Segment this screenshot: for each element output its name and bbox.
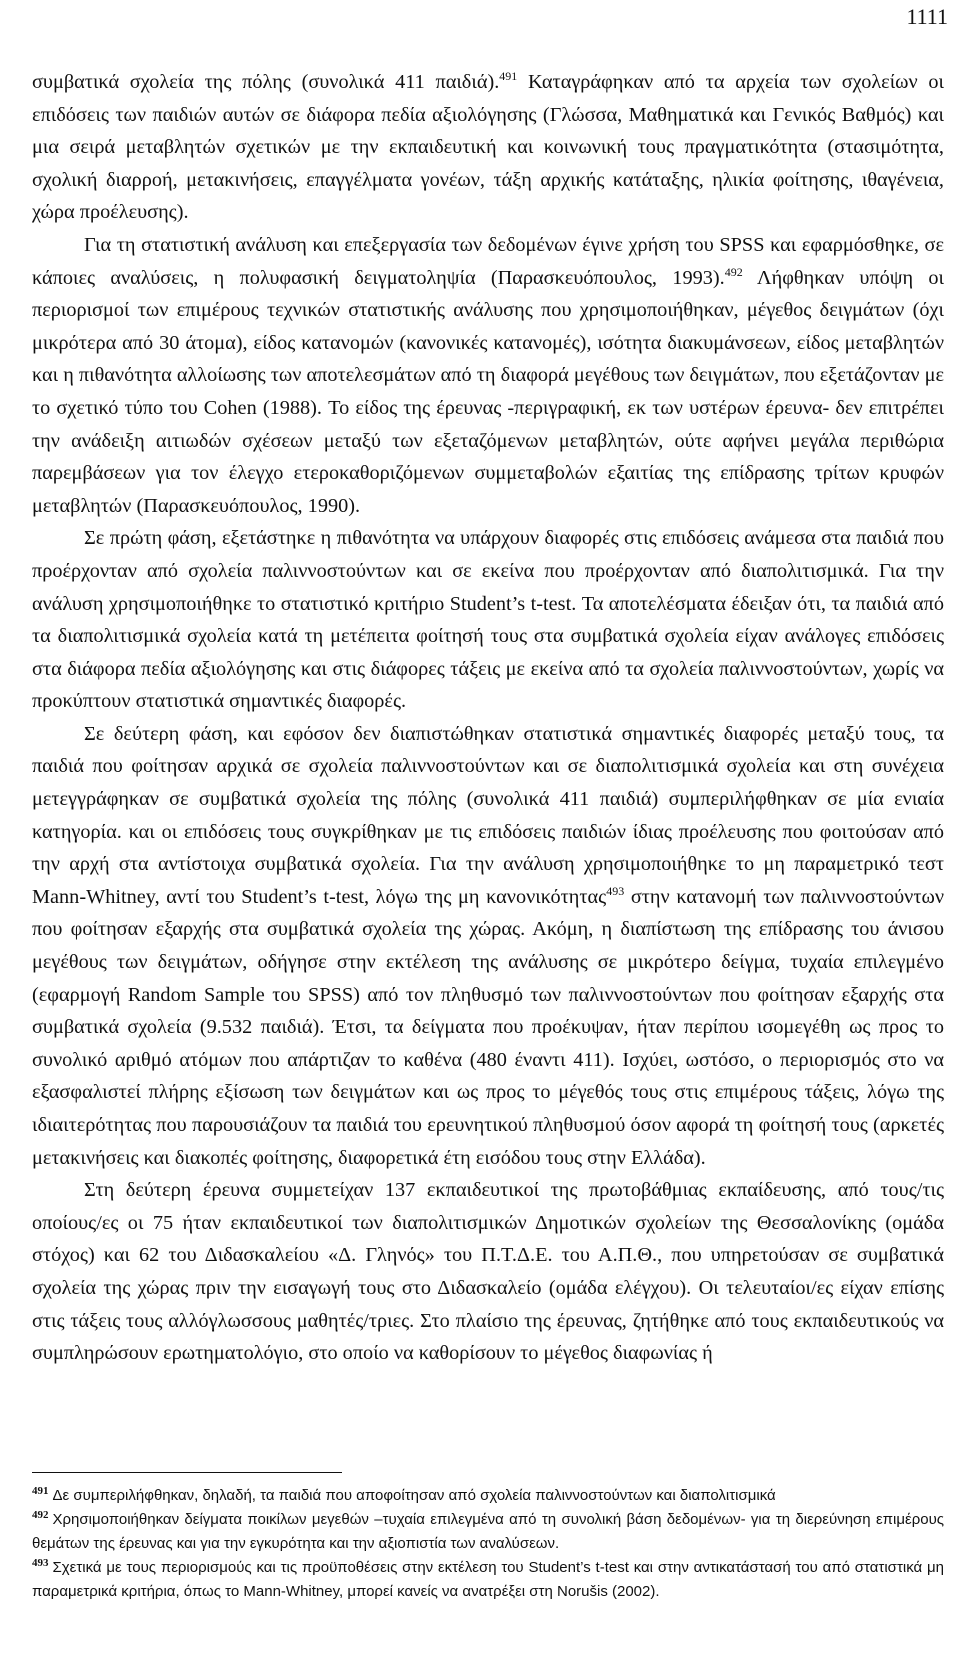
footnote-492 <box>32 1508 944 1556</box>
footnote-text: Δε συμπεριλήφθηκαν, δηλαδή, τα παιδιά που αποφοίτησαν από σχολεία παλιννοστούντων και διαπολιτισμικά <box>52 1487 776 1504</box>
page-number: 1111 <box>906 4 948 29</box>
footnote-number: 491 <box>32 1485 49 1497</box>
paragraph-1: συμβατικά σχολεία της πόλης (συνολικά 411 παιδιά).$^{491}$ Καταγράφηκαν από τα αρχεία των σχολείων οι επιδόσεις των παιδιών αυτών σε διάφορα πεδία αξιολόγησης (Γλώσσα, Μαθηματικά και Γενικός Βαθμός) και μια σειρά μεταβλητών σχετικών με την εκπαιδευτική και κοινωνική τους πραγματικότητα (στασιμότητα, σχολική διαρροή, μετακινήσεις, επαγγέλματα γονέων, τάξη αρχικής κατάταξης, ηλικία φοίτησης, ιθαγένεια, χώρα προέλευσης). <box>32 69 945 224</box>
footnote-491 <box>32 1484 944 1508</box>
footnote-number: 493 <box>32 1557 49 1569</box>
footnote-493 <box>32 1556 944 1604</box>
footnote-ref-492[interactable]: 492 <box>724 264 743 279</box>
footnotes <box>32 1484 944 1604</box>
paragraph-2: Για τη στατιστική ανάλυση και επεξεργασία των δεδομένων έγινε χρήση του SPSS και εφαρμόσθηκε, σε κάποιες αναλύσεις, η πολυφασική δειγματοληψία (Παρασκευόπουλος, 1993).$^{492}$ Λήφθηκαν υπόψη οι περιορισμοί των επιμέρους τεχνικών στατιστικής ανάλυσης που χρησιμοποιήθηκαν, μέγεθος δειγμάτων (όχι μικρότερα από 30 άτομα), είδος κατανομών (κανονικές κατανομές), ισότητα διακυμάνσεων, είδος μεταβλητών και η πιθανότητα αλλοίωσης των αποτελεσμάτων από τη διαφορά μεγέθους των δειγμάτων, που εξετάζονταν με το σχετικό τύπο του Cohen (1988). Το είδος της έρευνας -περιγραφική, εκ των υστέρων έρευνα- δεν επιτρέπει την ανάδειξη αιτιωδών σχέσεων μεταξύ των εξεταζόμενων μεταβλητών, ούτε αφήνει μεγάλα περιθώρια παρεμβάσεων για τον έλεγχο ετεροκαθοριζόμενων συμμεταβολών εξαιτίας της επίδρασης τρίτων κρυφών μεταβλητών (Παρασκευόπουλος, 1990). <box>32 233 944 517</box>
body-text <box>32 66 944 1370</box>
paragraph-5: Στη δεύτερη έρευνα συμμετείχαν 137 εκπαιδευτικοί της πρωτοβάθμιας εκπαίδευσης, από τους/τις οποίους/ες οι 75 ήταν εκπαιδευτικοί των διαπολιτισμικών Δημοτικών σχολείων της Θεσσαλονίκης (ομάδα στόχος) και 62 του Διδασκαλείου «Δ. Γληνός» του Π.Τ.Δ.Ε. του Α.Π.Θ., που υπηρετούσαν σε συμβατικά σχολεία της χώρας πριν την εισαγωγή τους στο Διδασκαλείο (ομάδα ελέγχου). Οι τελευταίοι/ες είχαν επίσης στις τάξεις τους αλλόγλωσσους μαθητές/τριες. Στο πλαίσιο της έρευνας, ζητήθηκε από τους εκπαιδευτικούς να συμπληρώσουν ερωτηματολόγιο, στο οποίο να καθορίσουν το μέγεθος διαφωνίας ή <box>32 1179 944 1365</box>
paragraph-3: Σε πρώτη φάση, εξετάστηκε η πιθανότητα να υπάρχουν διαφορές στις επιδόσεις ανάμεσα στα παιδιά που προέρχονταν από σχολεία παλιννοστούντων και σε εκείνα που προέρχονταν από διαπολιτισμικά. Για την ανάλυση χρησιμοποιήθηκε το στατιστικό κριτήριο Student’s t-test. Τα αποτελέσματα έδειξαν ότι, τα παιδιά από τα διαπολιτισμικά σχολεία κατά τη μετέπειτα φοίτησή τους στα συμβατικά σχολεία είχαν ανάλογες επιδόσεις στα διάφορα πεδία αξιολόγησης και στις διάφορες τάξεις με εκείνα από τα σχολεία παλιννοστούντων, χωρίς να προκύπτουν στατιστικά σημαντικές διαφορές. <box>32 527 944 713</box>
footnote-number: 492 <box>32 1509 49 1521</box>
footnote-text: Σχετικά με τους περιορισμούς και τις προϋποθέσεις στην εκτέλεση του Student’s t-test και στην αντικατάστασή του από στατιστικά μη παραμετρικά κριτήρια, όπως το Mann-Whitney, μπορεί κανείς να ανατρέξει στη Norušis (2002). <box>32 1559 944 1600</box>
paragraph-4: Σε δεύτερη φάση, και εφόσον δεν διαπιστώθηκαν στατιστικά σημαντικές διαφορές μεταξύ τους, τα παιδιά που φοίτησαν αρχικά σε σχολεία παλιννοστούντων και σε διαπολιτισμικά σχολεία και στη συνέχεια μετεγγράφηκαν σε συμβατικά σχολεία της πόλης (συνολικά 411 παιδιά) συμπεριλήφθηκαν σε μία ενιαία κατηγορία. και οι επιδόσεις τους συγκρίθηκαν με τις επιδόσεις παιδιών ίδιας προέλευσης που φοιτούσαν από την αρχή στα αντίστοιχα συμβατικά σχολεία. Για την ανάλυση χρησιμοποιήθηκε το μη παραμετρικό τεστ Mann-Whitney, αντί του Student’s t-test, λόγω της μη κανονικότητας$^{493}$ στην κατανομή των παλιννοστούντων που φοίτησαν εξαρχής στα συμβατικά σχολεία της χώρας. Ακόμη, η διαπίστωση της επίδρασης του άνισου μεγέθους των δειγμάτων, οδήγησε στην εκτέλεση της ανάλυσης σε μικρότερο δείγμα, τυχαία επιλεγμένο (εφαρμογή Random Sample του SPSS) από τον πληθυσμό των παλιννοστούντων που φοίτησαν εξαρχής στα συμβατικά σχολεία (9.532 παιδιά). Έτσι, τα δείγματα που προέκυψαν, ήταν περίπου ισομεγέθη ως προς το συνολικό αριθμό ατόμων που απάρτιζαν το καθένα (480 έναντι 411). Ισχύει, ωστόσο, ο περιορισμός στο να εξασφαλιστεί πλήρης εξίσωση των δειγμάτων και ως προς το μέγεθός τους στις επιμέρους τάξεις, λόγω της ιδιαιτερότητας που παρουσιάζουν τα παιδιά του ερευνητικού πληθυσμού όσον αφορά τη φοίτησή τους (αρκετές μετακινήσεις και διακοπές φοίτησης, διαφορετικά έτη εισόδου τους στην Ελλάδα). <box>32 722 945 1169</box>
footnote-text: Χρησιμοποιήθηκαν δείγματα ποικίλων μεγεθών –τυχαία επιλεγμένα από τη συνολική βάση δεδομένων- για τη διερεύνηση επιμέρους θεμάτων της έρευνας και για την εγκυρότητα και την αξιοπιστία των αναλύσεων. <box>32 1511 944 1552</box>
footnote-divider <box>32 1472 342 1473</box>
footnote-ref-491[interactable]: 491 <box>499 69 518 84</box>
footnote-ref-493[interactable]: 493 <box>606 884 625 899</box>
